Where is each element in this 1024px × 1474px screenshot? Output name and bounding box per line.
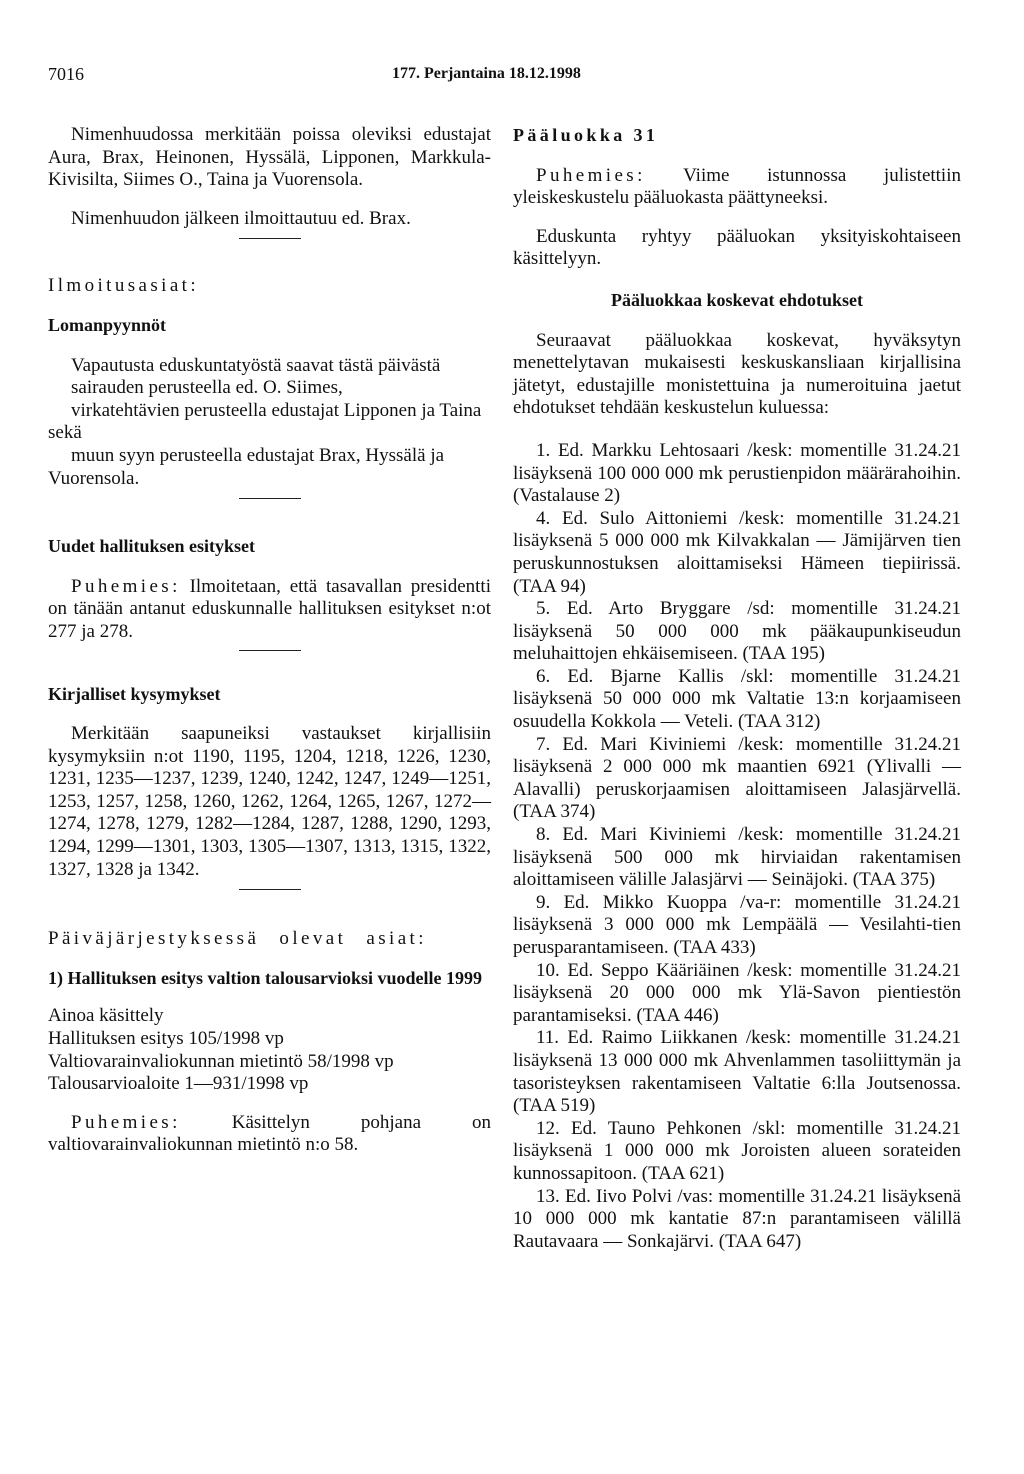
committee-report: Valtiovarainvaliokunnan mietintö 58/1998 vp (48, 1050, 394, 1072)
page-header-title: 177. Perjantaina 18.12.1998 (392, 65, 581, 82)
detailed-reading-paragraph: Eduskunta ryhtyy pääluokan yksityiskohtaiseen käsittelyyn. (513, 225, 961, 270)
single-reading: Ainoa käsittely (48, 1005, 164, 1027)
uudet-paragraph (48, 576, 491, 644)
proposal-item: 8. Ed. Mari Kiviniemi /kesk: momentille 31.24.21 lisäyksenä 500 000 mk hirviaidan rakentamisen aloittamiseen välille Jalasjärvi — Seinäjoki. (TAA 375) (513, 824, 961, 891)
leave-illness: sairauden perusteella ed. O. Siimes, (71, 377, 343, 399)
uudet-heading: Uudet hallituksen esitykset (48, 536, 256, 557)
government-proposal: Hallituksen esitys 105/1998 vp (48, 1028, 284, 1050)
general-debate-paragraph (513, 165, 961, 210)
proposal-item: 11. Ed. Raimo Liikkanen /kesk: momentille 31.24.21 lisäyksenä 13 000 000 mk Ahvenlammen tasoliittymän ja tasoristeyksen rakentamiseen Valtatie 6:lla Joutsenossa. (TAA 519) (513, 1027, 961, 1117)
proposals-intro: Seuraavat pääluokkaa koskevat, hyväksytyn menettelytavan mukaisesti keskuskansliaan kirjallisina jätetyt, edustajille monistettuina ja numeroituina jaetut ehdotukset tehdään keskustelun kuluessa: (513, 329, 961, 419)
general-debate-text: Viime istunnossa julistettiin yleiskeskustelu pääluokasta päättyneeksi. (513, 164, 961, 209)
kirjalliset-paragraph: Merkitään saapuneiksi vastaukset kirjallisiin kysymyksiin n:ot 1190, 1195, 1204, 1218, 1226, 1230, 1231, 1235—1237, 1239, 1240, 1242, 1247, 1249—1251, 1253, 1257, 1258, 1260, 1262, 1264, 1265, 1267, 1272—1274, 1278, 1279, 1282—1284, 1287, 1288, 1290, 1293, 1294, 1299—1301, 1303, 1305—1307, 1313, 1315, 1322, 1327, 1328 ja 1342. (48, 723, 491, 880)
right-column (513, 124, 961, 1253)
budget-motion: Talousarvioaloite 1—931/1998 vp (48, 1073, 309, 1095)
proposal-item: 9. Ed. Mikko Kuoppa /va-r: momentille 31.24.21 lisäyksenä 3 000 000 mk Lempäälä — Vesilahti-tien perusparantamiseen. (TAA 433) (513, 891, 961, 958)
roll-call-late-paragraph: Nimenhuudon jälkeen ilmoittautuu ed. Brax. (71, 207, 411, 229)
proposal-item: 12. Ed. Tauno Pehkonen /skl: momentille 31.24.21 lisäyksenä 1 000 000 mk Joroisten alueen sorateiden kunnossapitoon. (TAA 621) (513, 1117, 961, 1184)
proposal-item: 13. Ed. Iivo Polvi /vas: momentille 31.24.21 lisäyksenä 10 000 000 mk kantatie 87:n parantamiseen välillä Rautavaara — Sonkajärvi. (TAA 647) (513, 1185, 961, 1252)
proposal-item: 7. Ed. Mari Kiviniemi /kesk: momentille 31.24.21 lisäyksenä 2 000 000 mk maantien 6921 (Ylivalli — Alavalli) peruskorjaamisen aloittamiseen Jalasjärvellä. (TAA 374) (513, 733, 961, 823)
proposal-item: 10. Ed. Seppo Kääriäinen /kesk: momentille 31.24.21 lisäyksenä 20 000 000 mk Ylä-Savon pientiestön parantamiseksi. (TAA 446) (513, 959, 961, 1026)
paaluokka-heading: Pääluokka 31 (513, 125, 659, 145)
proposal-item: 5. Ed. Arto Bryggare /sd: momentille 31.24.21 lisäyksenä 50 000 000 mk pääkaupunkiseudun meluhaittojen ehkäisemiseen. (TAA 195) (513, 598, 961, 665)
item1-heading: 1) Hallituksen esitys valtion talousarvioksi vuodelle 1999 (48, 967, 483, 988)
ehdotukset-heading: Pääluokkaa koskevat ehdotukset (610, 289, 864, 310)
basis-paragraph (48, 1112, 491, 1157)
proposal-item: 1. Ed. Markku Lehtosaari /kesk: momentille 31.24.21 lisäyksenä 100 000 000 mk perustienpidon määrärahoihin. (Vastalause 2) (513, 439, 961, 507)
ilmoitusasiat-heading: Ilmoitusasiat: (48, 275, 200, 297)
kirjalliset-heading: Kirjalliset kysymykset (48, 683, 221, 704)
left-column (48, 124, 491, 1157)
leave-other: muun syyn perusteella edustajat Brax, Hyssälä ja Vuorensola. (48, 444, 445, 489)
basis-text: Käsittelyn pohjana on valtiovarainvaliokunnan mietintö n:o 58. (48, 1111, 491, 1156)
speaker-label: Puhemies: (536, 164, 646, 186)
proposal-item: 4. Ed. Sulo Aittoniemi /kesk: momentille 31.24.21 lisäyksenä 5 000 000 mk Kilvakkalan — Jämijärven tien peruskunnostuksen aloittamiseksi Hämeen tiepiirissä. (TAA 94) (513, 507, 961, 597)
uudet-text: Ilmoitetaan, että tasavallan presidentti on tänään antanut eduskunnalle hallituksen esitykset n:ot 277 ja 278. (48, 575, 491, 642)
roll-call-paragraph: Nimenhuudossa merkitään poissa oleviksi edustajat Aura, Brax, Heinonen, Hyssälä, Lipponen, Markkula-Kivisilta, Siimes O., Taina ja Vuorensola. (48, 124, 491, 191)
agenda-heading: Päiväjärjestyksessä olevat asiat: (48, 928, 427, 950)
leave-official-duties: virkatehtävien perusteella edustajat Lipponen ja Taina sekä (48, 399, 482, 444)
proposals-list (513, 440, 961, 1253)
lomanpyynnot-heading: Lomanpyynnöt (48, 314, 167, 335)
page-number: 7016 (48, 64, 84, 84)
speaker-label: Puhemies: (71, 575, 181, 597)
leave-intro: Vapautusta eduskuntatyöstä saavat tästä päivästä (71, 354, 441, 376)
speaker-label: Puhemies: (71, 1111, 181, 1133)
proposal-item: 6. Ed. Bjarne Kallis /skl: momentille 31.24.21 lisäyksenä 50 000 000 mk Valtatie 13:n korjaamiseen osuudella Kokkola — Veteli. (TAA 312) (513, 665, 961, 733)
